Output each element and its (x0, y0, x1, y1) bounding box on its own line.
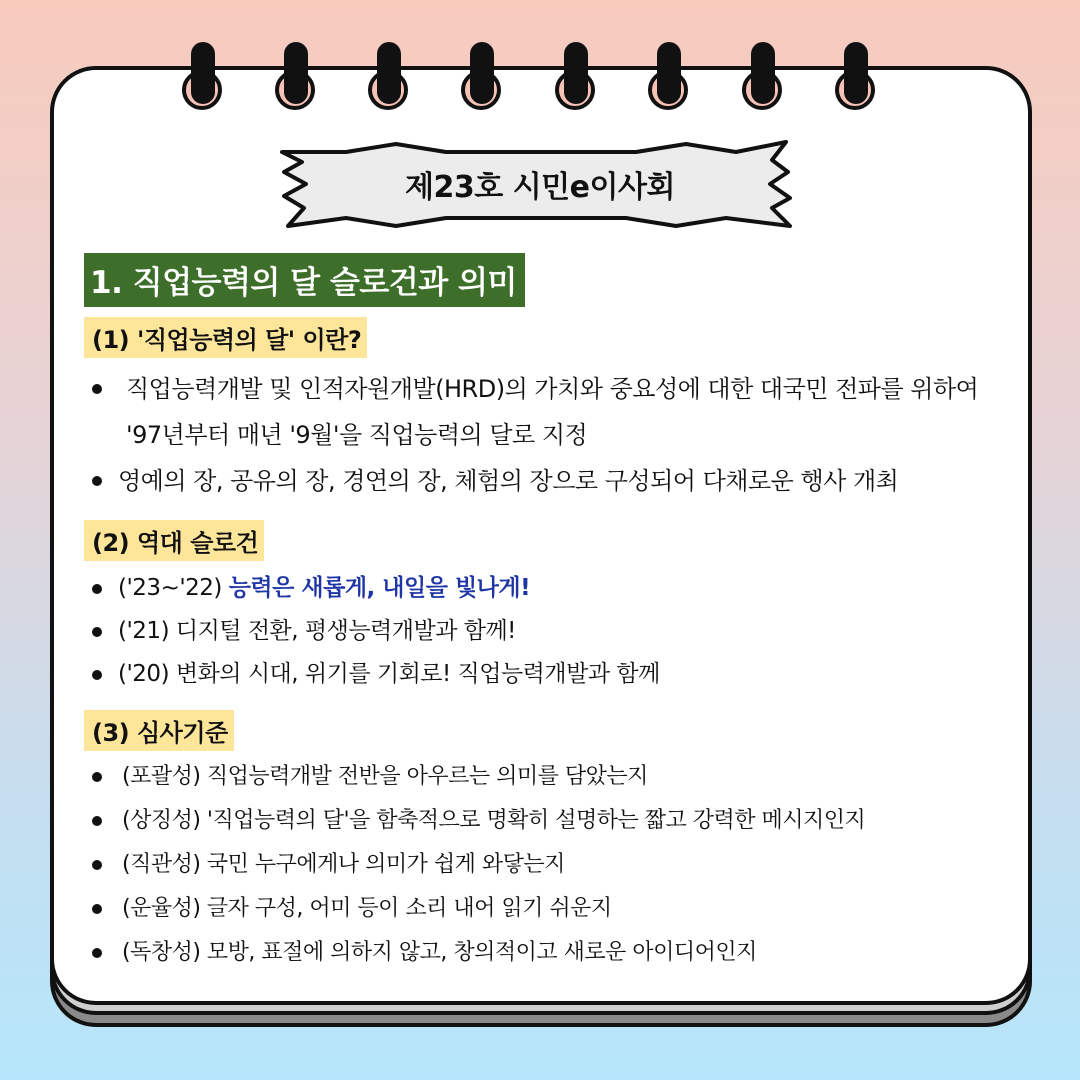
spiral-binding-ring-icon (553, 44, 599, 116)
title-banner (276, 138, 804, 230)
criteria-item: (직관성) 국민 누구에게나 의미가 쉽게 와닿는지 (84, 843, 1004, 887)
slogan-list (84, 567, 1004, 696)
subsection-heading-what-is: (1) '직업능력의 달' 이란? (84, 317, 367, 358)
slogan-highlight: 능력은 새롭게, 내일을 빛나게! (228, 575, 531, 601)
bullet-dot-icon (92, 904, 102, 914)
spiral-binding-ring-icon (833, 44, 879, 116)
spiral-binding-ring-icon (273, 44, 319, 116)
bullet-dot-icon (92, 476, 102, 486)
spiral-binding-ring-icon (459, 44, 505, 116)
slogan-year: ('21) (118, 618, 170, 644)
bullet-dot-icon (92, 860, 102, 870)
bullet-dot-icon (92, 627, 102, 637)
spiral-binding-ring-icon (180, 44, 226, 116)
main-content (84, 253, 1004, 975)
page-title: 제23호 시민e이사회 (405, 170, 675, 205)
bullet-dot-icon (92, 948, 102, 958)
criteria-item: (독창성) 모방, 표절에 의하지 않고, 창의적이고 새로운 아이디어인지 (84, 931, 1004, 975)
what-is-list (84, 366, 1004, 504)
criteria-item: (운율성) 글자 구성, 어미 등이 소리 내어 읽기 쉬운지 (84, 887, 1004, 931)
list-item: 직업능력개발 및 인적자원개발(HRD)의 가치와 중요성에 대한 대국민 전파를 위하여 '97년부터 매년 '9월'을 직업능력의 달로 지정 (84, 366, 1004, 458)
slogan-item (84, 653, 1004, 696)
bullet-dot-icon (92, 816, 102, 826)
criteria-item: (상징성) '직업능력의 달'을 함축적으로 명확히 설명하는 짧고 강력한 메시지인지 (84, 799, 1004, 843)
slogan-year: ('20) (118, 661, 170, 687)
criteria-item: (포괄성) 직업능력개발 전반을 아우르는 의미를 담았는지 (84, 755, 1004, 799)
spiral-binding-ring-icon (366, 44, 412, 116)
slogan-text: 변화의 시대, 위기를 기회로! 직업능력개발과 함께 (175, 661, 660, 687)
slogan-year: ('23~'22) (118, 575, 222, 601)
spiral-binding-ring-icon (740, 44, 786, 116)
bullet-dot-icon (92, 772, 102, 782)
criteria-list (84, 755, 1004, 975)
subsection-heading-criteria: (3) 심사기준 (84, 710, 234, 751)
spiral-binding-ring-icon (646, 44, 692, 116)
section-heading: 1. 직업능력의 달 슬로건과 의미 (84, 253, 525, 307)
slogan-item (84, 567, 1004, 610)
list-item: 영예의 장, 공유의 장, 경연의 장, 체험의 장으로 구성되어 다채로운 행사 개최 (84, 458, 1004, 504)
slogan-item (84, 610, 1004, 653)
bullet-dot-icon (92, 584, 102, 594)
bullet-dot-icon (92, 384, 102, 394)
slogan-text: 디지털 전환, 평생능력개발과 함께! (175, 618, 516, 644)
bullet-dot-icon (92, 670, 102, 680)
subsection-heading-slogans: (2) 역대 슬로건 (84, 520, 264, 561)
